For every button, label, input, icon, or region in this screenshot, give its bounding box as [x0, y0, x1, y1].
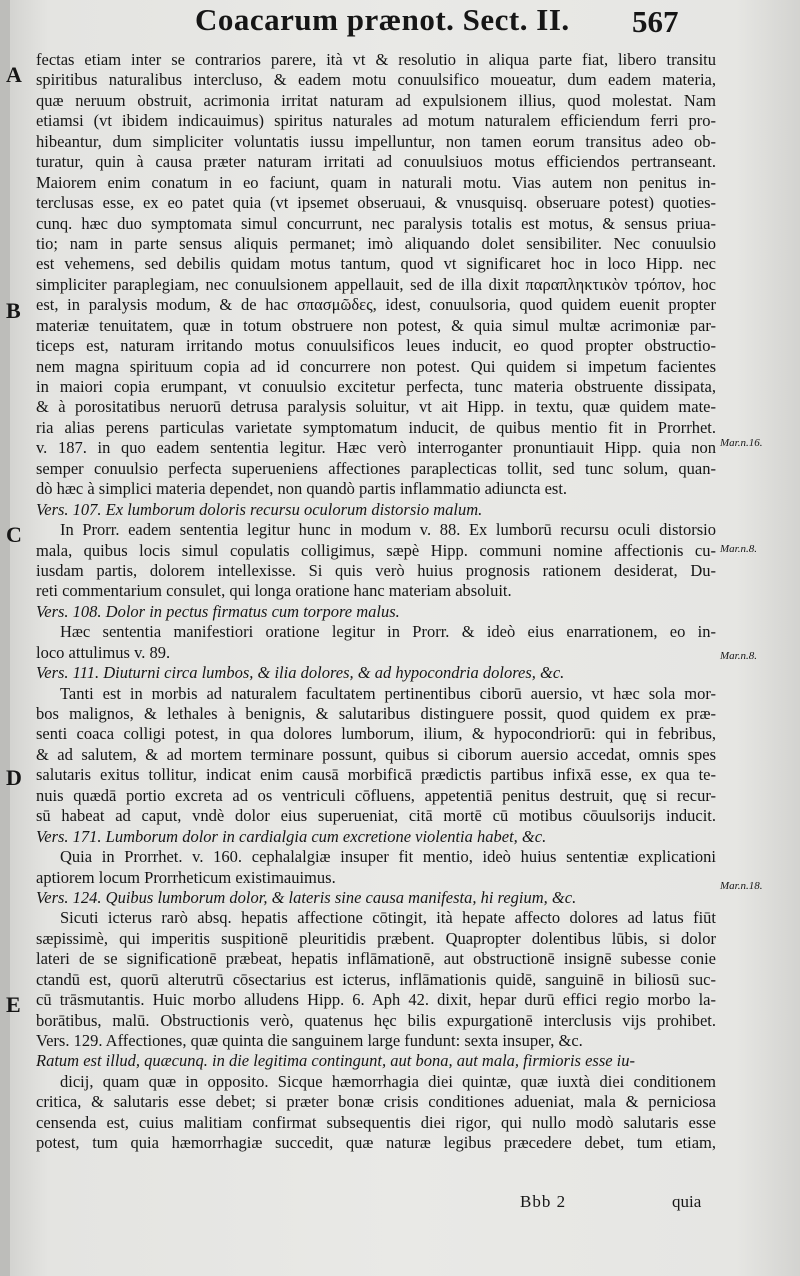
text-line: dò hæc à simplici materia dependet, non quandò partis inflammatio adiuncta est.: [36, 479, 568, 499]
text-line: & à porositatibus neruorū detrusa paralysis soluitur, vt ait Hipp. in textu, quæ quidem mate-: [36, 397, 716, 417]
page-number: 567: [632, 4, 679, 39]
text-line: est, in paralysis modum, & de hac σπασμῶδες, idest, conuulsoria, quod quidem euenit propter: [36, 295, 716, 315]
running-title: Coacarum prænot. Sect. II.: [195, 2, 570, 37]
text-line: ria alias perens particulas varietate symptomatum inducit, de quibus mentio fit in Prorrhet.: [36, 417, 716, 437]
verse-heading: Vers. 107. Ex lumborum doloris recursu oculorum distorsio malum.: [36, 499, 483, 519]
text-line: materiæ tenuitatem, quæ in totum obstruere non potest, & quia simul multæ acrimoniæ par-: [36, 315, 716, 335]
verse-heading: Vers. 171. Lumborum dolor in cardialgia cum excretione violentia habet, &c.: [36, 826, 547, 846]
text-line: nuis quædā portio excreta ad os ventriculi cōfluens, appetentiā penitus destruit, quę si recur-: [36, 785, 716, 805]
margin-letter-a: A: [6, 62, 22, 87]
margin-note-1: Mar.n.16.: [720, 437, 763, 449]
text-line: potest, tum quia hæmorrhagiæ succedit, quæ naturæ legibus præcedere debet, tum etiam,: [36, 1133, 716, 1153]
text-line: iusdam partis, dolorem intellexisse. Si quis verò huius prognosis rationem desiderat, Du-: [36, 560, 716, 580]
text-line: terclusas esse, ex eo patet quia (vt ipsemet obseruaui, & vnusquisq. obseruare potest) quoties-: [36, 193, 716, 213]
text-line: tio; nam in parte sensus aliquis permanet; imò aliquando dolet sensibiliter. Nec conuulsio: [36, 233, 716, 253]
text-line: spiritibus naturalibus intercluso, & eadem motu conuulsifico moueatur, dum eadem materia,: [36, 70, 716, 90]
text-line: Quia in Prorrhet. v. 160. cephalalgiæ insuper fit mentio, ideò huius sententiæ explicationi: [60, 847, 716, 867]
margin-note-2: Mar.n.8.: [720, 543, 757, 555]
margin-letter-c: C: [6, 522, 22, 547]
text-line: Maiorem enim conatum in eo faciunt, quam in naturali motu. Vias autem non penitus in-: [36, 172, 716, 192]
verse-heading: Ratum est illud, quæcunq. in die legitima contingunt, aut bona, aut mala, firmioris esse iu-: [36, 1051, 636, 1071]
text-line: nem magna spirituum copia ad id concurrere non potest. Qui quidem si impetum facientes: [36, 356, 716, 376]
text-line: censenda est, cuius malitiam confirmat subsequentis diei rigor, qui nullo modò salutaris esse: [36, 1112, 716, 1132]
text-line: in maiori copia erumpant, vt conuulsio excitetur perfecta, tunc materia obstruente dissipata,: [36, 377, 716, 396]
text-line: simpliciter paraplegiam, nec conuulsionem appellauit, sed de illa dixit παραπληκτικὸν τρόπον, hoc: [36, 274, 716, 294]
text-line: dicij, quam quæ in opposito. Sicque hæmorrhagia diei quintæ, quæ iuxtà diei conditionem: [60, 1071, 716, 1091]
text-line: & ad salutem, & ad mortem terminare possunt, quibus si ciborum auersio accedat, omnis spes: [36, 744, 716, 764]
text-line: salutaris exitus tollitur, indicat enim causā morbificā prædictis partibus infixā esse, ex qua te-: [36, 765, 716, 785]
text-line: cunq. hæc duo symptomata simul concurrunt, nec paralysis totalis est motus, & sensus priua-: [36, 213, 716, 233]
text-line: etiamsi (vt ibidem indicauimus) spiritus naturales ad motum naturalem efficiendum ferri pro-: [36, 111, 716, 131]
text-line: est vehemens, sed debilis quidam motus tantum, quod vt significaret hoc in loco Hipp. nec: [36, 254, 716, 274]
text-line: critica, & salutaris esse debet; si præter bonæ crisis conditiones adueniat, mala & perniciosa: [36, 1092, 716, 1112]
text-line: ticeps est, naturam irritando motus conuulsificos leues inducit, eo quod propter obstructio-: [36, 336, 716, 356]
text-line: sæpissimè, qui imperitis suspitionē pleuritidis præbent. Quapropter dolentibus lūbis, si dolor: [36, 928, 716, 948]
margin-letter-b: B: [6, 298, 21, 323]
page-footer: [0, 1192, 800, 1222]
text-line: cū trāsmutantis. Huic morbo alludens Hipp. 6. Aph 42. dixit, hepar durū effici regio morbo la-: [36, 990, 716, 1010]
margin-note-3: Mar.n.8.: [720, 650, 757, 662]
text-line: lateri de se significationē præbeat, hepatis inflāmationē, aut obstructionē insignē subesse conie: [36, 949, 716, 969]
gutter-shadow: [0, 0, 10, 1276]
text-line: semper conuulsio perfecta superueniens affectiones paraplecticas tollit, sed tunc solum, quan-: [36, 458, 716, 478]
text-line: reti commentarium consulet, qui longa oratione hanc materiam absoluit.: [36, 581, 512, 601]
verse-heading: Vers. 108. Dolor in pectus firmatus cum torpore malus.: [36, 601, 400, 621]
text-line: quæ neruum obstruit, acrimonia irritat naturam ad expulsionem illius, quod molestat. Nam: [36, 90, 716, 110]
text-line: ctandū est, quorū alterutrū cōsectarius est icterus, inflāmationis quidē, sanguinē in biliosū suc-: [36, 969, 716, 989]
text-line: Vers. 129. Affectiones, quæ quinta die sanguinem large fundunt: sexta insuper, &c.: [36, 1031, 583, 1050]
text-line: Hæc sententia manifestiori oratione legitur in Prorr. & ideò eius enarrationem, eo in-: [60, 622, 716, 642]
verse-heading: Vers. 111. Diuturni circa lumbos, & ilia dolores, & ad hypocondria dolores, &c.: [36, 663, 565, 683]
text-line: loco attulimus v. 89.: [36, 642, 171, 662]
text-line: borātibus, malū. Obstructionis verò, quatenus hęc bilis expurgationē interclusis vijs prohibet.: [36, 1010, 716, 1030]
margin-letter-d: D: [6, 765, 22, 790]
text-line: sū habeat ad caput, vndè dolor eius superueniat, citā mortē cū motibus cōuulsorijs inducit.: [36, 806, 716, 826]
signature-mark: Bbb 2: [520, 1192, 567, 1211]
body-text: [36, 50, 716, 1154]
text-line: Tanti est in morbis ad naturalem facultatem pertinentibus ciborū auersio, vt hæc sola mor-: [60, 683, 716, 703]
text-line: v. 187. in quo eadem sententia legitur. Hæc verò interroganter pronuntiauit Hipp. quia non: [36, 438, 716, 458]
text-line: turatur, quin à causa præter naturam irritati ad conuulsiuos motus efficiendos pertranseant.: [36, 152, 716, 172]
text-line: In Prorr. eadem sententia legitur hunc in modum v. 88. Ex lumborū recursu oculi distorsio: [60, 520, 716, 540]
margin-note-4: Mar.n.18.: [720, 880, 763, 892]
catchword: quia: [672, 1192, 702, 1211]
text-line: senti coaca colligi potest, in qua dolores lumborum, ilium, & hypocondriorū: qui in febribus,: [36, 724, 716, 744]
text-line: fectas etiam inter se contrarios parere, ità vt & resolutio in aliqua parte fiat, libero transitu: [36, 50, 716, 69]
page-header: [0, 2, 800, 40]
text-line: hibeantur, dum simpliciter voluntatis iussu impelluntur, non tamen eorum transitus adeo ob-: [36, 131, 716, 151]
text-line: mala, quibus locis simul copulatis colligimus, sæpè Hipp. communi nomine affectionis cu-: [36, 540, 716, 560]
text-line: bos malignos, & lethales à benignis, & salutaribus distinguere possit, quod quidem ex præ-: [36, 704, 716, 723]
text-line: aptiorem locum Prorrheticum existimauimus.: [36, 867, 336, 887]
text-line: Sicuti icterus rarò absq. hepatis affectione cōtingit, ità hepate affecto dolores ad latus fiūt: [60, 908, 716, 928]
verse-heading: Vers. 124. Quibus lumborum dolor, & lateris sine causa manifesta, hi regium, &c.: [36, 887, 577, 907]
margin-letter-e: E: [6, 992, 21, 1017]
